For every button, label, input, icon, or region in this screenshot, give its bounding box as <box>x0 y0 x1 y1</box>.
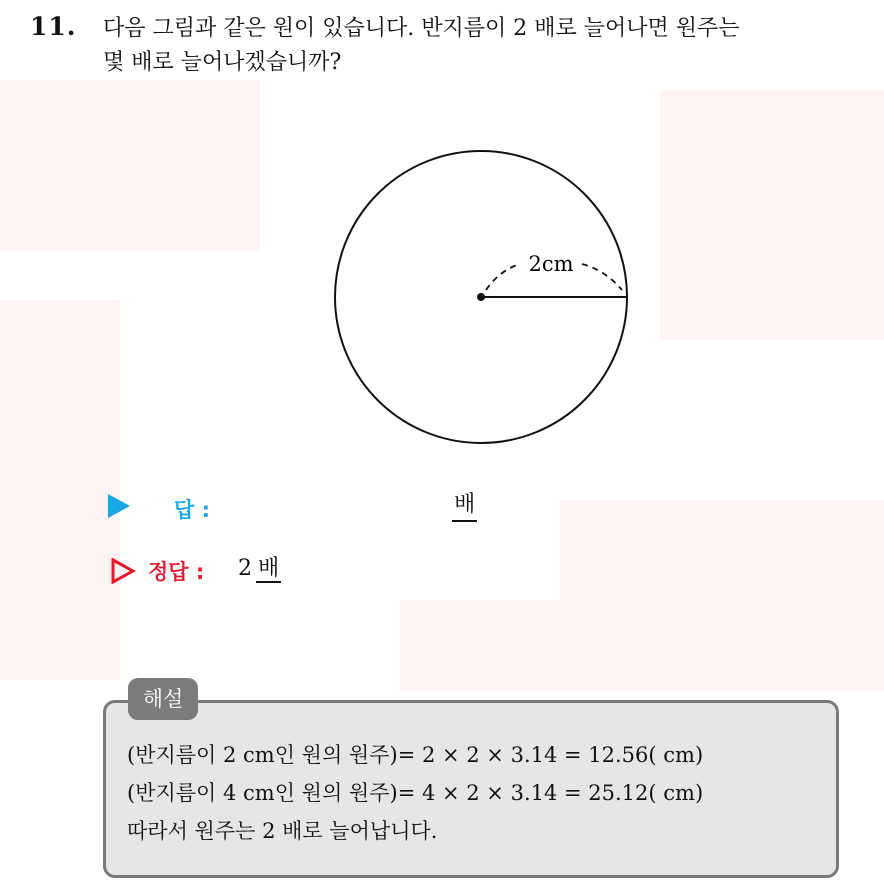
answer-blank-unit[interactable]: 배 <box>452 490 477 522</box>
circle-diagram <box>320 140 650 460</box>
answer-row <box>108 490 608 530</box>
watermark-block <box>560 500 884 690</box>
watermark-block <box>400 600 600 690</box>
radius-dimension-arc-right <box>582 264 622 290</box>
watermark-block <box>0 80 260 250</box>
outline-play-arrow-icon <box>110 558 136 584</box>
explanation-content <box>127 736 703 850</box>
circle-figure <box>320 140 650 460</box>
question-text <box>103 12 873 80</box>
filled-play-arrow-icon <box>108 494 130 518</box>
question-line-2: 몇 배로 늘어나겠습니까? <box>103 50 342 75</box>
watermark-block <box>660 90 884 340</box>
correct-answer-label: 정답 : <box>148 560 205 584</box>
question-line-1: 다음 그림과 같은 원이 있습니다. 반지름이 2 배로 늘어나면 원주는 <box>103 16 740 41</box>
center-point <box>477 293 485 301</box>
question-number: 11. <box>30 12 77 41</box>
explanation-line-3: 따라서 원주는 2 배로 늘어납니다. <box>127 819 438 843</box>
radius-dimension-arc-left <box>486 264 520 290</box>
answer-label: 답 : <box>174 498 210 522</box>
explanation-tab: 해설 <box>128 678 198 720</box>
watermark-block <box>0 300 120 680</box>
correct-answer-value <box>238 554 281 584</box>
explanation-line-1: (반지름이 2 cm인 원의 원주)= 2 × 2 × 3.14 = 12.56( cm) <box>127 743 704 767</box>
correct-answer-unit: 배 <box>258 556 280 581</box>
correct-answer-number: 2 <box>238 556 252 581</box>
explanation-line-2: (반지름이 4 cm인 원의 원주)= 4 × 2 × 3.14 = 25.12( cm) <box>127 781 704 805</box>
radius-label: 2cm <box>528 252 574 276</box>
correct-answer-row <box>108 552 608 592</box>
